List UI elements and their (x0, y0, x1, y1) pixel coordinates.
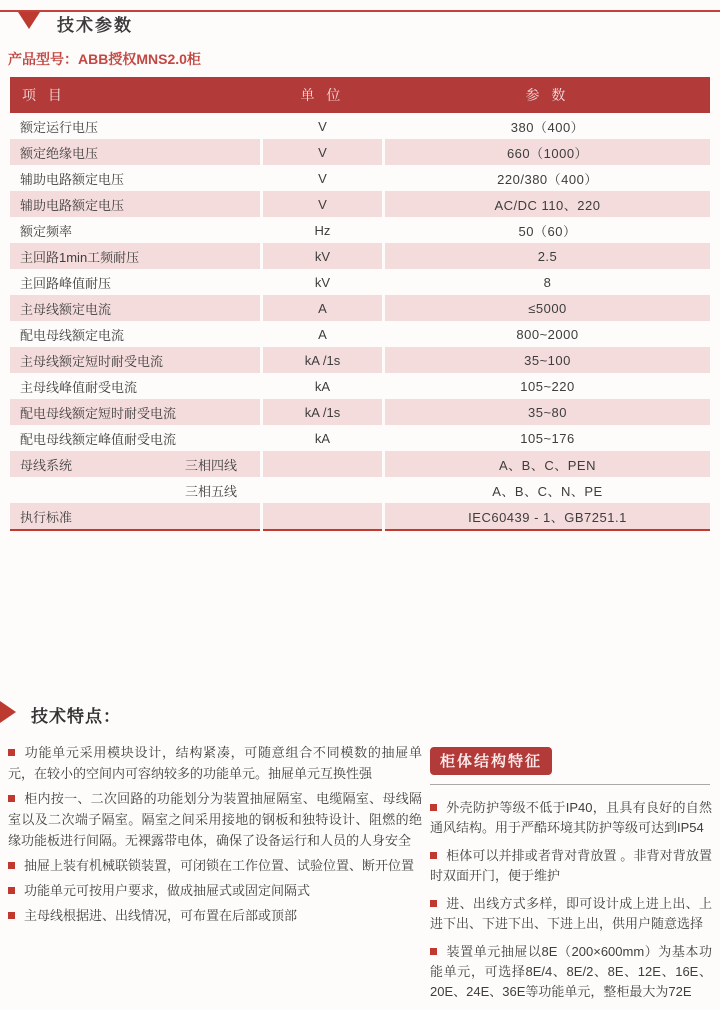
row-value: A、B、C、N、PE (492, 483, 603, 499)
section-title-tech-params: 技术参数 (57, 16, 133, 35)
bullet-item: 进、出线方式多样，即可设计成上进上出、上进下出、下进下出、下进上出，供用户随意选择 (430, 894, 712, 934)
row-item-label: 主回路峰值耐压 (20, 275, 112, 291)
row-unit: Hz (314, 222, 331, 238)
row-value: 105~176 (520, 430, 575, 446)
row-item-label: 额定运行电压 (20, 119, 99, 135)
row-item-label: 执行标准 (20, 509, 73, 525)
row-unit: kA (314, 430, 331, 446)
row-unit: kV (263, 243, 382, 269)
row-unit (263, 503, 382, 529)
table-row (10, 373, 710, 399)
row-value: 660（1000） (385, 139, 710, 165)
table-row (10, 243, 710, 269)
row-item-label: 配电母线额定短时耐受电流 (20, 405, 177, 421)
row-unit: A (318, 326, 327, 342)
row-unit: V (318, 118, 327, 134)
row-item-sublabel: 三相四线 (185, 457, 238, 473)
row-unit: kA (314, 378, 331, 394)
row-unit (263, 477, 382, 503)
col-header-param: 参 数 (525, 87, 570, 103)
table-row (10, 269, 710, 295)
triangle-right-icon (0, 701, 16, 723)
table-body (10, 113, 710, 529)
table-row (10, 399, 710, 425)
row-unit: kV (314, 274, 331, 290)
section-title-tech-features: 技术特点： (31, 707, 121, 726)
triangle-down-icon (18, 12, 40, 29)
bullet-item: 功能单元可按用户要求，做成抽屉式或固定间隔式 (8, 880, 422, 901)
spec-table (10, 77, 710, 531)
bullet-item: 抽屉上装有机械联锁装置，可闭锁在工作位置、试验位置、断开位置 (8, 855, 422, 876)
table-row (10, 217, 710, 243)
row-unit (263, 451, 382, 477)
bullet-item: 柜内按一、二次回路的功能划分为装置抽屉隔室、电缆隔室、母线隔室以及二次端子隔室。隔室之间采用接地的钢板和独特设计、阻燃的绝缘功能板进行间隔。无裸露带电体，确保了设备运行和人员的人身安全 (8, 788, 422, 851)
bullet-item: 装置单元抽屉以8E（200×600mm）为基本功能单元，可选择8E/4、8E/2、8E、12E、16E、20E、24E、36E等功能单元，整柜最大为72E (430, 942, 712, 1002)
table-row (10, 347, 710, 373)
table-row (10, 165, 710, 191)
bullet-item: 主母线根据进、出线情况，可布置在后部或顶部 (8, 905, 422, 926)
row-value: 8 (543, 274, 552, 290)
row-unit: V (263, 191, 382, 217)
table-row (10, 477, 710, 503)
row-value: 105~220 (520, 378, 575, 394)
table-row (10, 321, 710, 347)
row-value: IEC60439 - 1、GB7251.1 (385, 503, 710, 529)
row-value: 380（400） (510, 119, 585, 135)
cabinet-panel (430, 747, 712, 1010)
table-row (10, 191, 710, 217)
cabinet-badge: 柜体结构特征 (430, 747, 552, 775)
row-unit: kA /1s (263, 347, 382, 373)
col-header-unit: 单 位 (300, 87, 345, 103)
bullet-item: 功能单元采用模块设计，结构紧凑，可随意组合不同模数的抽屉单元，在较小的空间内可容纳较多的功能单元。抽屉单元互换性强 (8, 742, 422, 784)
row-item-label: 额定绝缘电压 (20, 145, 99, 161)
row-item-label: 母线系统 (20, 457, 73, 473)
features-list (8, 742, 422, 930)
row-value: ≤5000 (385, 295, 710, 321)
row-unit: V (318, 170, 327, 186)
row-item-label: 主母线峰值耐受电流 (20, 379, 138, 395)
row-unit: V (263, 139, 382, 165)
row-value: AC/DC 110、220 (385, 191, 710, 217)
table-bottom-rule (10, 529, 710, 531)
row-value: 35~80 (385, 399, 710, 425)
cabinet-bullets (430, 798, 712, 1002)
row-item-label: 额定频率 (20, 223, 73, 239)
row-item-label: 辅助电路额定电压 (20, 197, 125, 213)
row-value: 2.5 (385, 243, 710, 269)
row-item-label: 配电母线额定电流 (20, 327, 125, 343)
table-row (10, 139, 710, 165)
table-row (10, 451, 710, 477)
row-unit: kA /1s (263, 399, 382, 425)
cabinet-divider (430, 784, 710, 785)
row-item-label: 主母线额定短时耐受电流 (20, 353, 164, 369)
row-value: 800~2000 (516, 326, 579, 342)
col-header-item: 项 目 (22, 87, 66, 103)
row-item-sublabel: 三相五线 (185, 483, 238, 499)
table-row (10, 425, 710, 451)
row-item-label: 主回路1min工频耐压 (20, 249, 140, 265)
product-model-label: 产品型号：ABB授权MNS2.0柜 (8, 51, 201, 67)
bullet-item: 柜体可以并排或者背对背放置 。非背对背放置时双面开门，便于维护 (430, 846, 712, 886)
row-item-label: 辅助电路额定电压 (20, 171, 125, 187)
row-value: A、B、C、PEN (385, 451, 710, 477)
row-value: 50（60） (518, 223, 577, 239)
table-row (10, 113, 710, 139)
row-item-label: 配电母线额定峰值耐受电流 (20, 431, 177, 447)
table-header-row (10, 77, 710, 113)
table-row (10, 503, 710, 529)
row-value: 35~100 (385, 347, 710, 373)
row-item-label: 主母线额定电流 (20, 301, 112, 317)
table-row (10, 295, 710, 321)
bullet-item: 外壳防护等级不低于IP40，且具有良好的自然通风结构。用于严酷环境其防护等级可达到IP54 (430, 798, 712, 838)
row-value: 220/380（400） (497, 171, 598, 187)
row-unit: A (263, 295, 382, 321)
